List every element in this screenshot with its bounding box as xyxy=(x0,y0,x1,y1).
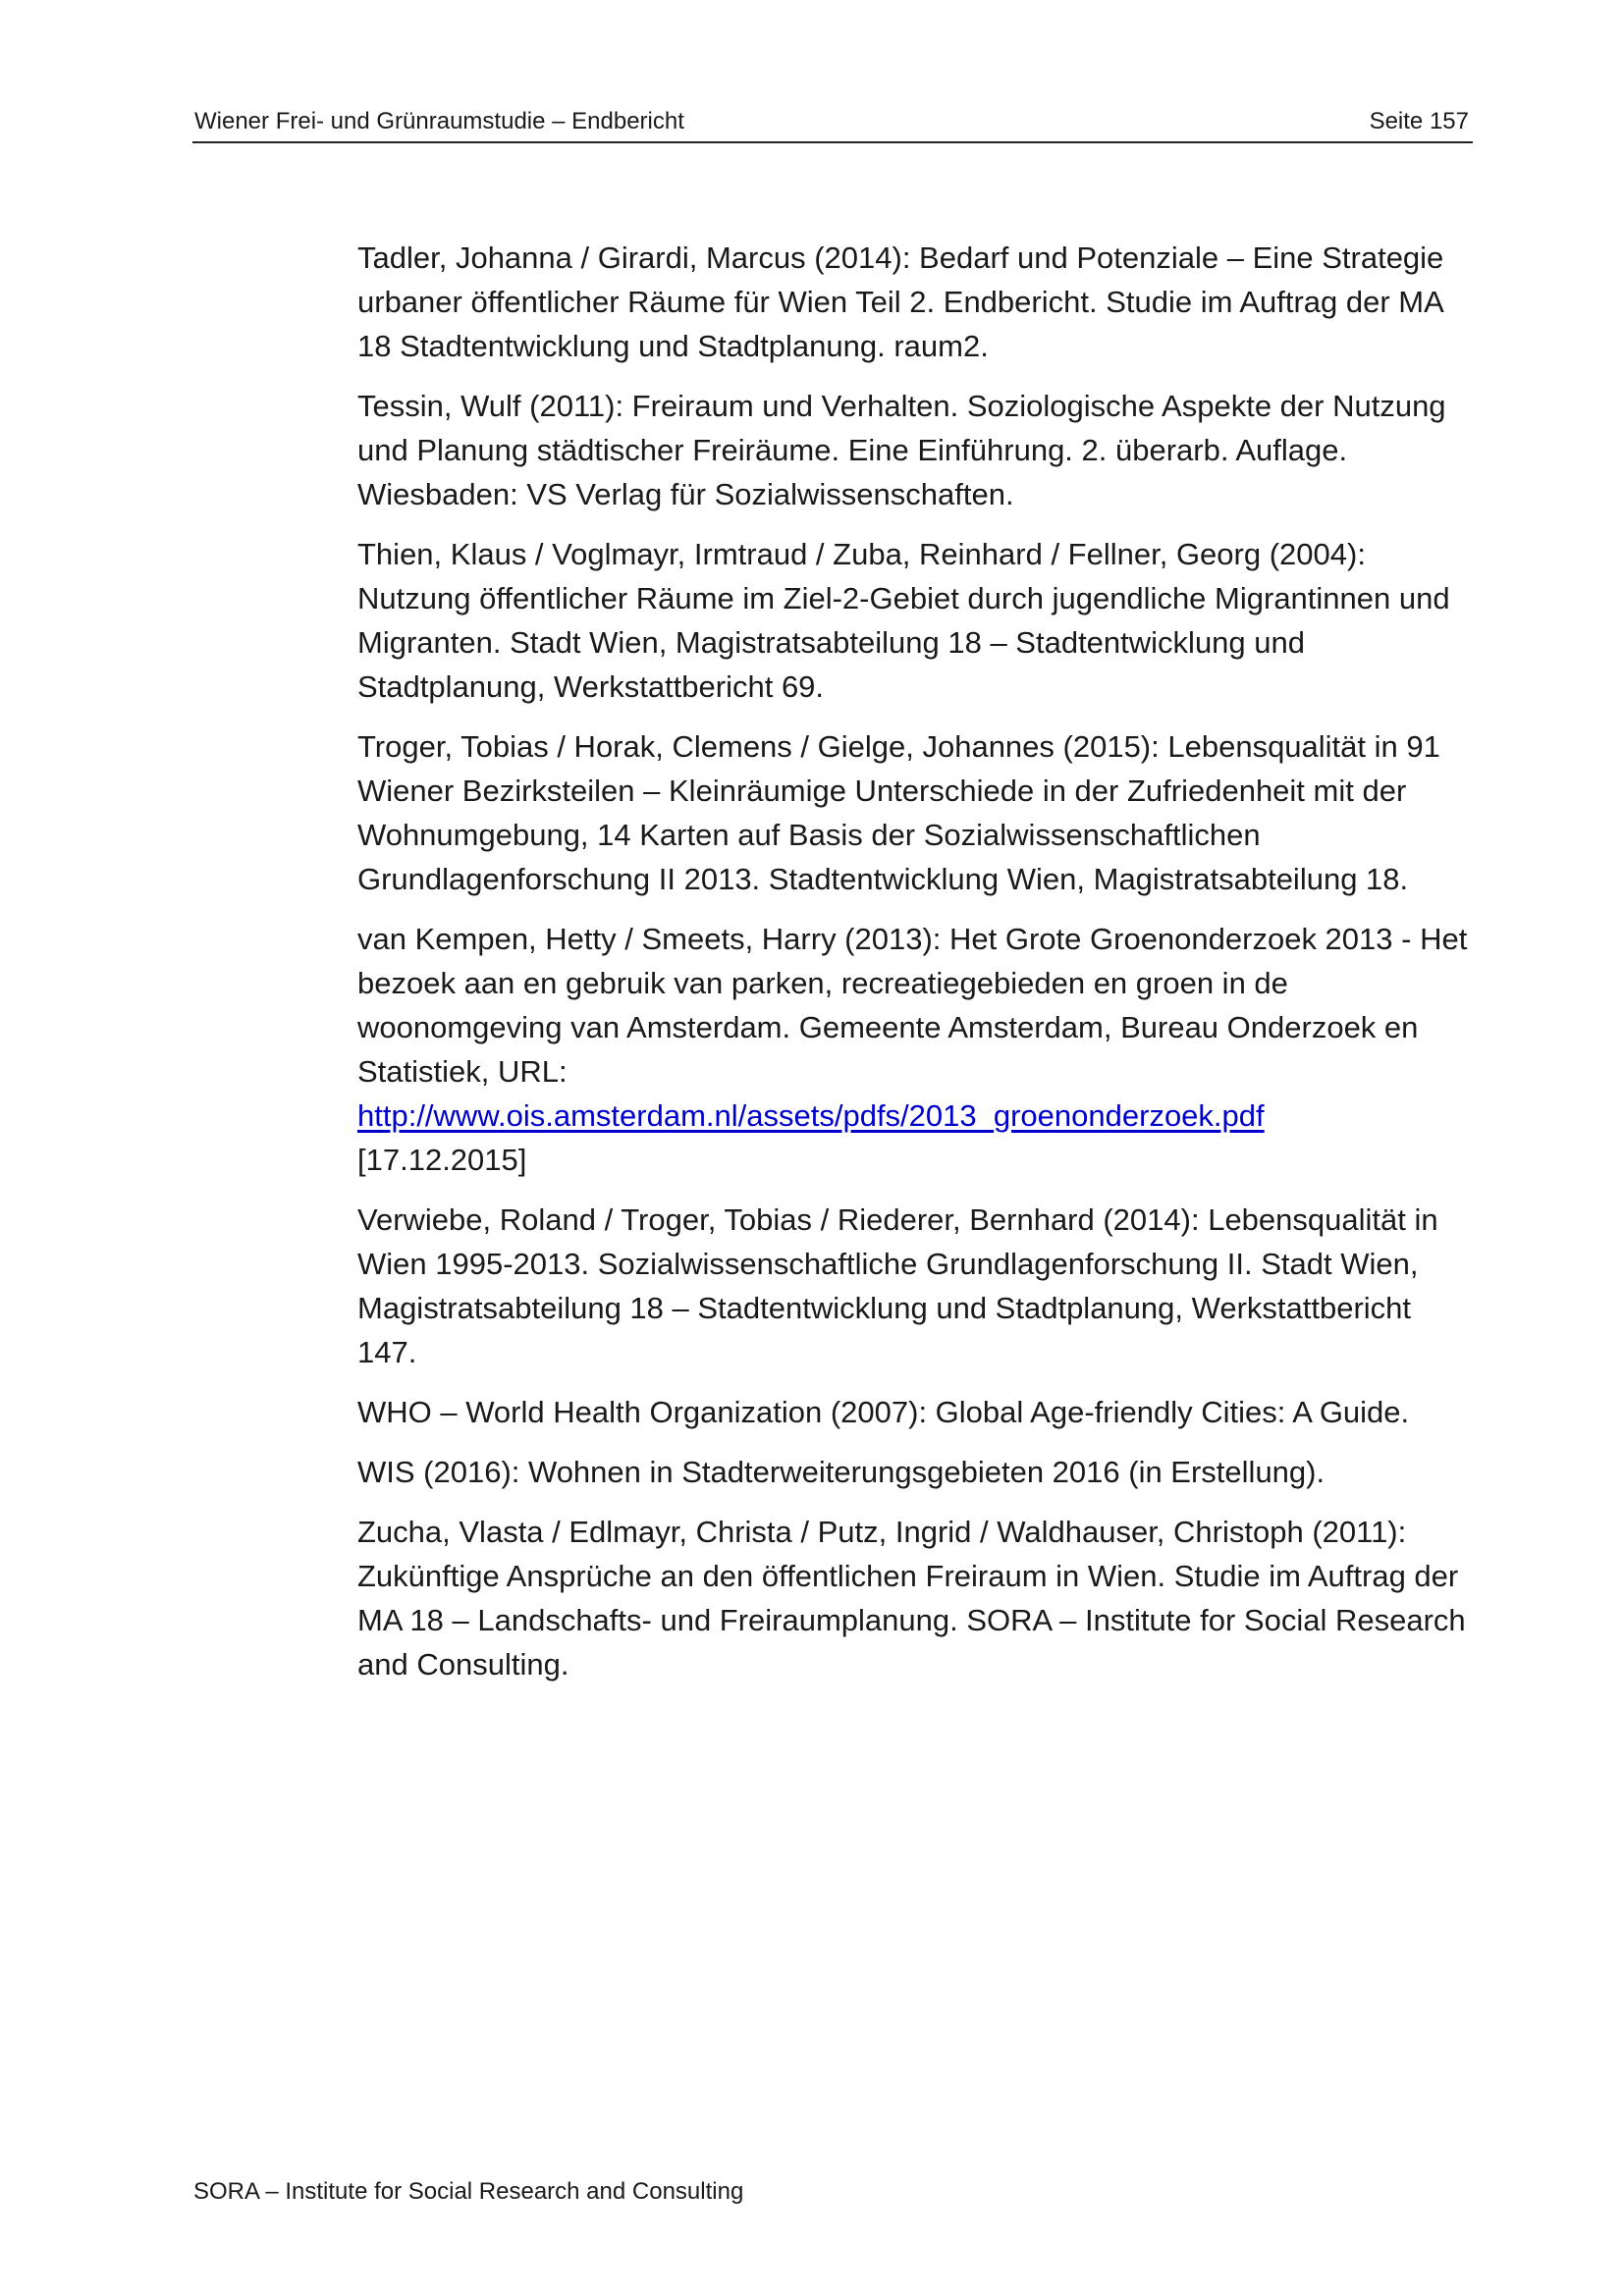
reference-text: Verwiebe, Roland / Troger, Tobias / Riederer, Bernhard (2014): Lebensqualität in Wien 1995-2013. Sozialwissenschaftliche Grundlagenforschung II. Stadt Wien, Magistratsabteilung 18 – Stadtentwicklung und Stadtplanung, Werkstattbericht 147. xyxy=(357,1202,1438,1369)
reference-entry-thien xyxy=(357,532,1477,709)
reference-text: Zucha, Vlasta / Edlmayr, Christa / Putz, Ingrid / Waldhauser, Christoph (2011): Zukünftige Ansprüche an den öffentlichen Freiraum in Wien. Studie im Auftrag der MA 18 – Landschafts- und Freiraumplanung. SORA – Institute for Social Research and Consulting. xyxy=(357,1515,1466,1682)
reference-entry-troger xyxy=(357,724,1477,901)
reference-entry-tessin xyxy=(357,384,1477,516)
reference-text: WIS (2016): Wohnen in Stadterweiterungsgebieten 2016 (in Erstellung). xyxy=(357,1455,1325,1489)
page-number: Seite 157 xyxy=(1369,108,1469,134)
reference-text: van Kempen, Hetty / Smeets, Harry (2013): Het Grote Groenonderzoek 2013 - Het bezoek aan en gebruik van parken, recreatiegebieden en groen in de woonomgeving van Amsterdam. Gemeente Amsterdam, Bureau Onderzoek en Statistiek, URL: xyxy=(357,922,1468,1089)
reference-entry-tadler xyxy=(357,236,1477,368)
reference-entry-who xyxy=(357,1390,1477,1434)
document-title: Wiener Frei- und Grünraumstudie – Endbericht xyxy=(194,108,684,134)
reference-list xyxy=(357,236,1477,1702)
reference-entry-van-kempen xyxy=(357,917,1477,1182)
reference-text: Troger, Tobias / Horak, Clemens / Gielge, Johannes (2015): Lebensqualität in 91 Wiener Bezirksteilen – Kleinräumige Unterschiede in der Zufriedenheit mit der Wohnumgebung, 14 Karten auf Basis der Sozialwissenschaftlichen Grundlagenforschung II 2013. Stadtentwicklung Wien, Magistratsabteilung 18. xyxy=(357,729,1440,896)
page-header xyxy=(192,102,1473,143)
reference-entry-zucha xyxy=(357,1510,1477,1686)
reference-entry-verwiebe xyxy=(357,1198,1477,1374)
reference-text: WHO – World Health Organization (2007): Global Age-friendly Cities: A Guide. xyxy=(357,1395,1410,1429)
reference-text: Thien, Klaus / Voglmayr, Irmtraud / Zuba, Reinhard / Fellner, Georg (2004): Nutzung öffentlicher Räume im Ziel-2-Gebiet durch jugendliche Migrantinnen und Migranten. Stadt Wien, Magistratsabteilung 18 – Stadtentwicklung und Stadtplanung, Werkstattbericht 69. xyxy=(357,537,1450,704)
reference-entry-wis xyxy=(357,1450,1477,1494)
page-footer: SORA – Institute for Social Research and Consulting xyxy=(193,2178,744,2205)
reference-url-link[interactable]: http://www.ois.amsterdam.nl/assets/pdfs/2013_groenonderzoek.pdf xyxy=(357,1098,1265,1133)
reference-access-date: [17.12.2015] xyxy=(357,1143,527,1177)
reference-text: Tadler, Johanna / Girardi, Marcus (2014): Bedarf und Potenziale – Eine Strategie urbaner öffentlicher Räume für Wien Teil 2. Endbericht. Studie im Auftrag der MA 18 Stadtentwicklung und Stadtplanung. raum2. xyxy=(357,240,1444,363)
reference-text: Tessin, Wulf (2011): Freiraum und Verhalten. Soziologische Aspekte der Nutzung und Planung städtischer Freiräume. Eine Einführung. 2. überarb. Auflage. Wiesbaden: VS Verlag für Sozialwissenschaften. xyxy=(357,389,1446,511)
